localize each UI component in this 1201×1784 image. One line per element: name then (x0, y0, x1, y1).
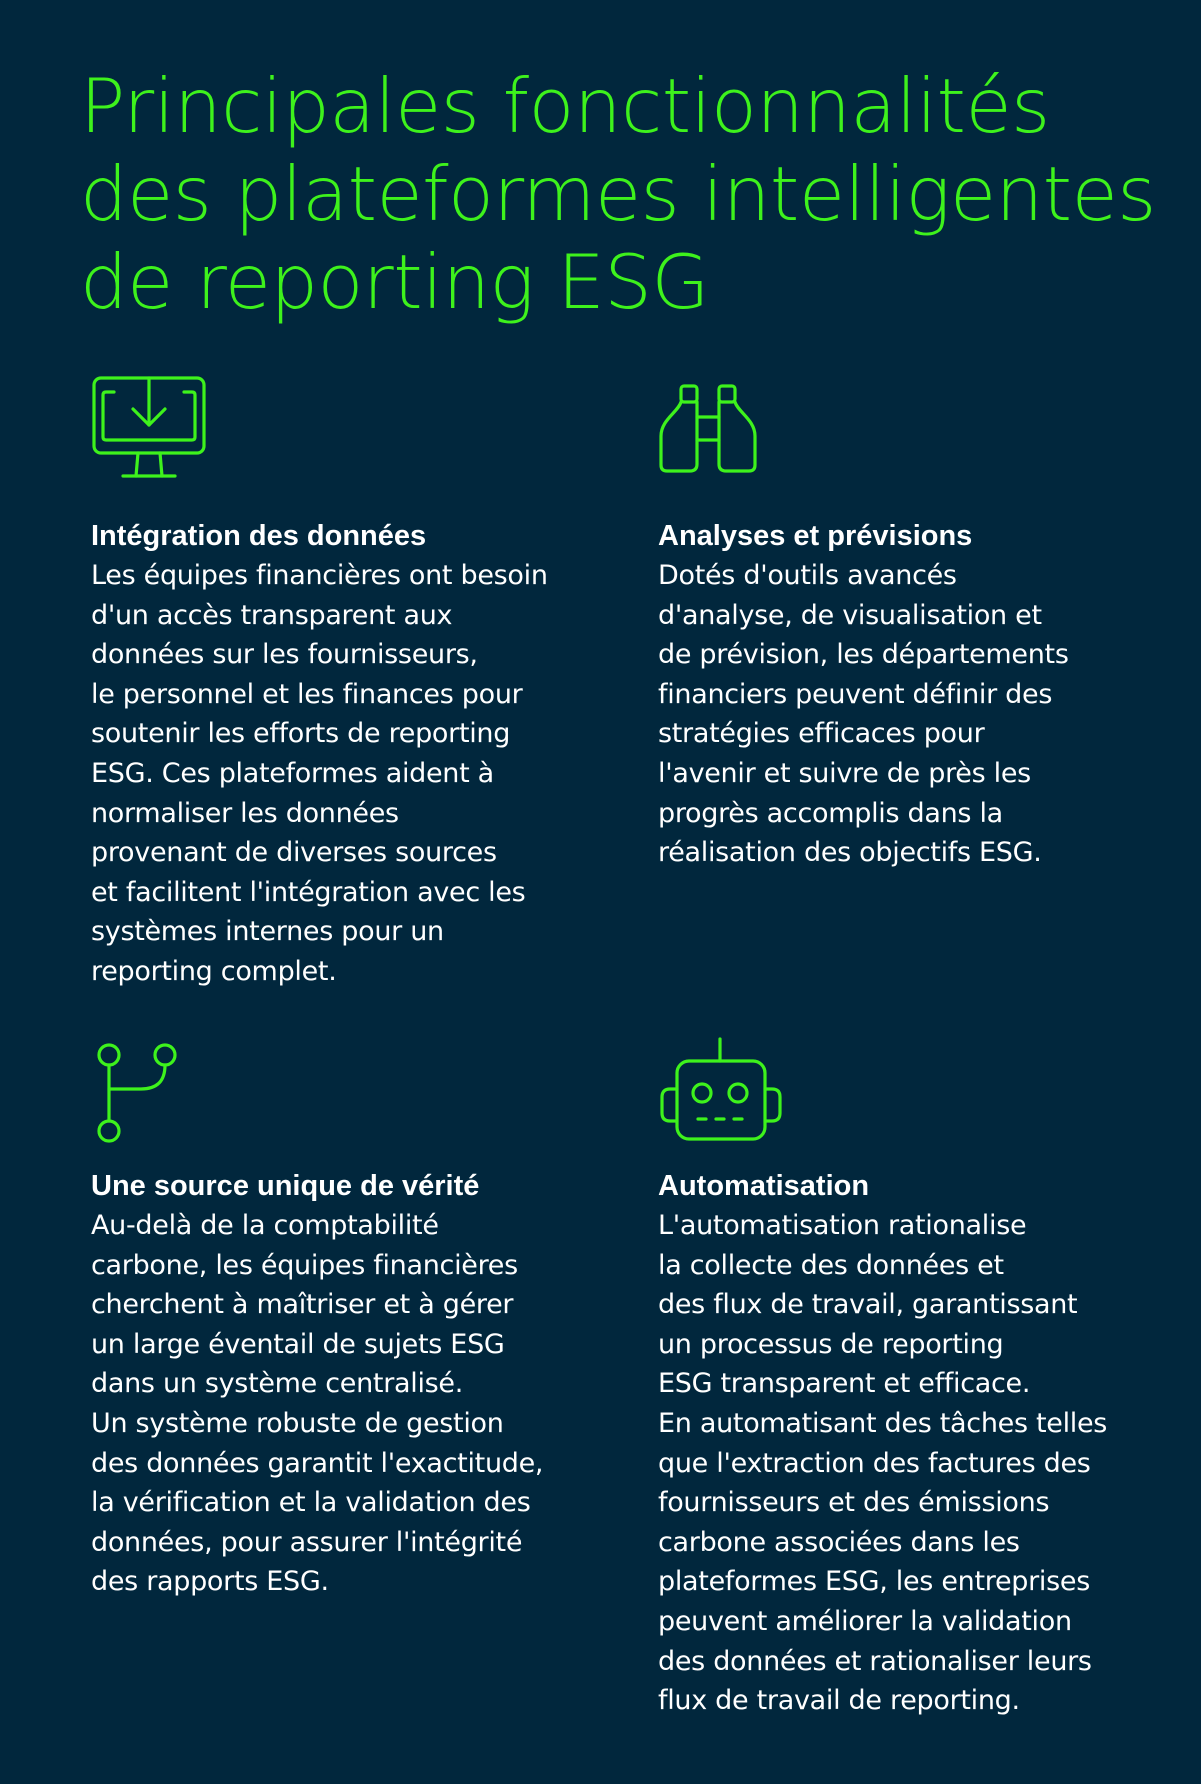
monitor-download-icon (91, 375, 611, 485)
feature-text: Au-delà de la comptabilité carbone, les équipes financières cherchent à maîtriser et à gérer un large éventail de sujets ESG dans un système centralisé. Un système robuste de gestion des données garantit l'exactitude, la vérification et la validation des données, pour assurer l'intégrité des rapports ESG. (91, 1210, 544, 1598)
feature-text: Dotés d'outils avancés d'analyse, de visualisation et de prévision, les départements financiers peuvent définir des stratégies efficaces pour l'avenir et suivre de près les progrès accomplis dans la réalisation des objectifs ESG. (658, 560, 1069, 869)
feature-heading: Une source unique de vérité (91, 1170, 480, 1202)
binoculars-icon (658, 375, 1178, 485)
page-title: Principales fonctionnalités des plateformes intelligentes de reporting ESG (80, 62, 1156, 326)
feature-heading: Automatisation (658, 1170, 870, 1202)
feature-single-source-of-truth (91, 1035, 611, 1598)
feature-heading: Intégration des données (91, 520, 427, 552)
feature-text: Les équipes financières ont besoin d'un accès transparent aux données sur les fournisseurs, le personnel et les finances pour soutenir les efforts de reporting ESG. Ces plateformes aident à normaliser les données provenant de diverses sources et facilitent l'intégration avec les systèmes internes pour un reporting complet. (91, 560, 548, 987)
git-branch-icon (91, 1035, 611, 1145)
feature-data-integration (91, 375, 611, 987)
robot-icon (658, 1035, 1178, 1145)
feature-analytics-forecasting (658, 375, 1178, 869)
feature-heading: Analyses et prévisions (658, 520, 973, 552)
feature-automation (658, 1035, 1178, 1717)
feature-text: L'automatisation rationalise la collecte des données et des flux de travail, garantissant un processus de reporting ESG transparent et efficace. En automatisant des tâches telles que l'extraction des factures des fournisseurs et des émissions carbone associées dans les plateformes ESG, les entreprises peuvent améliorer la validation des données et rationaliser leurs flux de travail de reporting. (658, 1210, 1108, 1717)
